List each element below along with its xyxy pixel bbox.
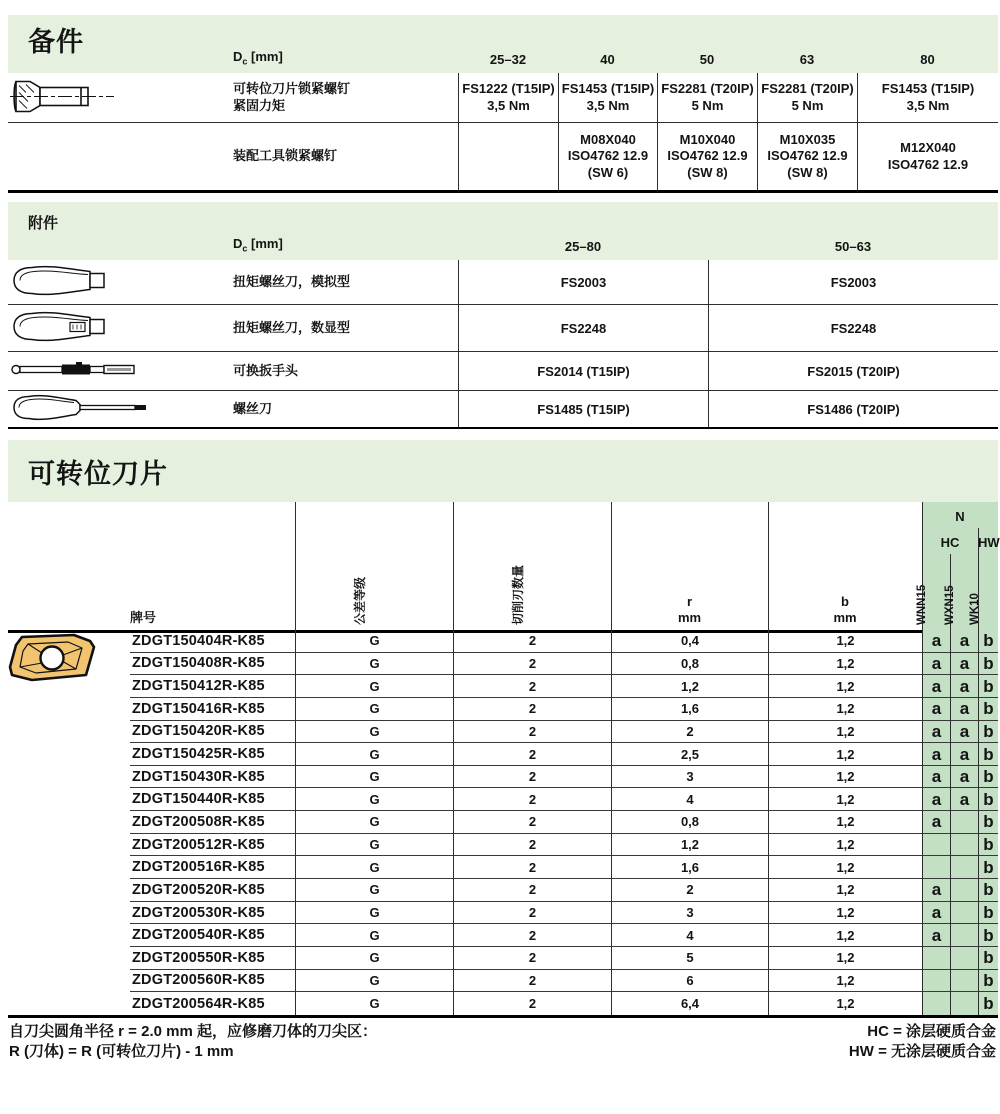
insert-part-number: ZDGT200512R-K85 [130, 834, 295, 857]
tolerance-class-cell: G [295, 879, 453, 902]
tolerance-class-cell: G [295, 630, 453, 653]
insert-part-number: ZDGT150440R-K85 [130, 788, 295, 811]
column-divider [453, 502, 454, 630]
width-b-cell: 1,2 [768, 856, 922, 879]
insert-table-row [8, 811, 998, 834]
table-cell: FS2248 [458, 305, 708, 352]
insert-table-row [8, 834, 998, 857]
grade-wxn15-cell: a [950, 630, 978, 653]
grade-wxn15-cell: a [950, 721, 978, 744]
corner-radius-cell: 3 [611, 766, 768, 789]
insert-part-number: ZDGT150420R-K85 [130, 721, 295, 744]
grade-wk10-cell: b [978, 788, 998, 811]
corner-radius-cell: 6 [611, 970, 768, 993]
grade-wxn15-cell: a [950, 788, 978, 811]
indexable-insert-icon [6, 633, 98, 688]
accessories-title: 附件 [28, 215, 59, 232]
coated-carbide-hc-header: HC [940, 535, 960, 550]
tolerance-class-cell: G [295, 947, 453, 970]
table-row [8, 260, 998, 305]
footnote-line: 自刀尖圆角半径 r = 2.0 mm 起，应修磨刀体的刀尖区： [9, 1023, 377, 1040]
table-cell: M08X040 ISO4762 12.9 (SW 6) [558, 123, 657, 190]
grade-wxn15-cell [950, 811, 978, 834]
tolerance-class-cell: G [295, 698, 453, 721]
insert-part-number: ZDGT150416R-K85 [130, 698, 295, 721]
insert-table-row [8, 856, 998, 879]
tolerance-class-cell: G [295, 653, 453, 676]
insert-part-number: ZDGT200516R-K85 [130, 856, 295, 879]
tolerance-class-cell: G [295, 856, 453, 879]
footnote [9, 1022, 377, 1063]
table-cell: FS1486 (T20IP) [708, 391, 998, 427]
insert-table-row [8, 653, 998, 676]
width-b-cell: 1,2 [768, 992, 922, 1015]
width-b-cell: 1,2 [768, 653, 922, 676]
table-cell: FS2003 [458, 260, 708, 305]
grade-wnn15-cell: a [922, 879, 950, 902]
grade-wxn15-cell [950, 834, 978, 857]
legend-line: HW = 无涂层硬质合金 [848, 1043, 996, 1061]
row-label-cell [8, 305, 458, 352]
tolerance-class-cell: G [295, 743, 453, 766]
column-header: 50 [699, 52, 715, 67]
tolerance-class-cell: G [295, 811, 453, 834]
table-cell: FS1485 (T15IP) [458, 391, 708, 427]
column-header: 80 [920, 52, 935, 67]
column-header: 40 [600, 52, 615, 67]
row-label: 可换扳手头 [233, 362, 299, 378]
table-cell: FS1222 (T15IP) 3,5 Nm [458, 73, 558, 123]
insert-part-number: ZDGT200550R-K85 [130, 947, 295, 970]
tolerance-class-cell: G [295, 924, 453, 947]
table-cell [458, 123, 558, 190]
insert-table-row [8, 675, 998, 698]
insert-table-row [8, 630, 998, 653]
cutting-edges-header: 切削刃数量 [511, 564, 525, 625]
grade-wnn15-header: WNN15 [916, 584, 928, 625]
cutting-edges-cell: 2 [453, 856, 611, 879]
cutting-edges-cell: 2 [453, 879, 611, 902]
row-label: 螺丝刀 [233, 400, 273, 416]
insert-part-number: ZDGT200530R-K85 [130, 902, 295, 925]
table-cell: FS2281 (T20IP) 5 Nm [657, 73, 757, 123]
column-header: 25–32 [489, 52, 527, 67]
insert-image-spacer [8, 924, 130, 947]
grade-wxn15-cell: a [950, 698, 978, 721]
grade-wnn15-cell [922, 947, 950, 970]
grade-wnn15-cell: a [922, 743, 950, 766]
accessories-table [8, 260, 998, 429]
cutting-edges-cell: 2 [453, 630, 611, 653]
cutting-edges-cell: 2 [453, 675, 611, 698]
clamping-screw-icon [10, 77, 120, 118]
screwdriver-icon [10, 393, 150, 426]
insert-image-spacer [8, 992, 130, 1015]
corner-radius-cell: 1,2 [611, 675, 768, 698]
table-cell: M12X040 ISO4762 12.9 [857, 123, 998, 190]
table-cell: FS2248 [708, 305, 998, 352]
grade-wnn15-cell [922, 856, 950, 879]
insert-part-number: ZDGT200564R-K85 [132, 995, 265, 1012]
insert-image-spacer [8, 879, 130, 902]
grade-wnn15-cell: a [922, 788, 950, 811]
grade-wnn15-cell: a [922, 721, 950, 744]
cutting-edges-cell: 2 [453, 788, 611, 811]
spare-parts-title: 备件 [28, 27, 84, 57]
tolerance-class-cell: G [295, 834, 453, 857]
insert-table-row [8, 788, 998, 811]
insert-image-spacer [8, 834, 130, 857]
row-label-cell [8, 123, 458, 190]
insert-image-spacer [8, 970, 130, 993]
table-cell: FS2281 (T20IP) 5 Nm [757, 73, 857, 123]
table-cell: FS2015 (T20IP) [708, 352, 998, 391]
table-row [8, 391, 998, 427]
row-label-cell [8, 73, 458, 123]
table-cell: FS1453 (T15IP) 3,5 Nm [857, 73, 998, 123]
grade-wnn15-cell: a [922, 698, 950, 721]
grade-wk10-cell: b [978, 698, 998, 721]
tolerance-class-cell: G [295, 902, 453, 925]
column-header: 25–80 [564, 239, 602, 254]
width-b-cell: 1,2 [768, 879, 922, 902]
insert-part-number: ZDGT200540R-K85 [130, 924, 295, 947]
grade-wnn15-cell [922, 970, 950, 993]
grade-wk10-cell: b [978, 675, 998, 698]
part-number-header: 牌号 [130, 610, 157, 625]
tolerance-class-cell: G [295, 766, 453, 789]
corner-radius-cell: 1,6 [611, 856, 768, 879]
spare-parts-table [8, 73, 998, 193]
grade-wk10-cell: b [978, 834, 998, 857]
width-b-cell: 1,2 [768, 788, 922, 811]
insert-image-spacer [8, 902, 130, 925]
grade-wnn15-cell: a [922, 766, 950, 789]
cutting-edges-cell: 2 [453, 834, 611, 857]
width-b-cell: 1,2 [768, 721, 922, 744]
corner-radius-header: r mm [677, 593, 702, 625]
grade-wk10-cell: b [978, 924, 998, 947]
grade-wnn15-cell [922, 992, 950, 1015]
inserts-title: 可转位刀片 [28, 459, 168, 489]
insert-image-spacer [8, 721, 130, 744]
grade-wnn15-cell: a [922, 811, 950, 834]
grade-wnn15-cell: a [922, 630, 950, 653]
material-legend [849, 1022, 996, 1063]
tolerance-class-cell: G [295, 675, 453, 698]
cutting-edges-cell: 2 [453, 811, 611, 834]
grade-wxn15-cell [950, 924, 978, 947]
insert-table-row [8, 902, 998, 925]
insert-table-row [8, 698, 998, 721]
insert-part-number: ZDGT200508R-K85 [130, 811, 295, 834]
tolerance-class-cell: G [295, 992, 453, 1015]
row-label-cell [8, 352, 458, 391]
table-cell: M10X040 ISO4762 12.9 (SW 8) [657, 123, 757, 190]
insert-part-number: ZDGT150404R-K85 [130, 630, 295, 653]
grade-wxn15-cell [950, 992, 978, 1015]
grade-wnn15-cell [922, 834, 950, 857]
insert-part-number: ZDGT150412R-K85 [130, 675, 295, 698]
width-b-cell: 1,2 [768, 947, 922, 970]
dc-mm-label: $D_c$ [mm] [233, 236, 283, 254]
corner-radius-cell: 1,2 [611, 834, 768, 857]
width-b-cell: 1,2 [768, 675, 922, 698]
row-label: 扭矩螺丝刀，模拟型 [233, 273, 351, 289]
width-b-cell: 1,2 [768, 902, 922, 925]
grade-wk10-cell: b [978, 992, 998, 1015]
grade-wnn15-cell: a [922, 653, 950, 676]
corner-radius-cell: 5 [611, 947, 768, 970]
insert-table-row [8, 721, 998, 744]
width-b-cell: 1,2 [768, 924, 922, 947]
corner-radius-cell: 2,5 [611, 743, 768, 766]
row-label: 紧固力矩 [233, 97, 286, 113]
width-b-cell: 1,2 [768, 834, 922, 857]
insert-table-row [8, 879, 998, 902]
insert-table-row [8, 924, 998, 947]
grade-wxn15-cell: a [950, 743, 978, 766]
row-label-cell [8, 391, 458, 427]
table-cell: FS1453 (T15IP) 3,5 Nm [558, 73, 657, 123]
grade-wk10-cell: b [978, 743, 998, 766]
insert-table-row [8, 766, 998, 789]
width-b-cell: 1,2 [768, 811, 922, 834]
grade-wxn15-cell [950, 947, 978, 970]
width-b-cell: 1,2 [768, 970, 922, 993]
width-b-cell: 1,2 [768, 630, 922, 653]
table-cell: FS2003 [708, 260, 998, 305]
insert-image-spacer [8, 811, 130, 834]
grade-wxn15-header: WXN15 [944, 585, 956, 625]
grade-wnn15-cell: a [922, 924, 950, 947]
insert-image-spacer [8, 698, 130, 721]
corner-radius-cell: 0,4 [611, 630, 768, 653]
corner-radius-cell: 2 [611, 879, 768, 902]
cutting-edges-cell: 2 [453, 992, 611, 1015]
cutting-edges-cell: 2 [453, 924, 611, 947]
table-cell: FS2014 (T15IP) [458, 352, 708, 391]
row-label: 装配工具锁紧螺钉 [233, 148, 338, 164]
row-label-cell [8, 260, 458, 305]
spare-parts-header-band [8, 15, 998, 73]
corner-radius-cell: 6,4 [611, 992, 768, 1015]
corner-radius-cell: 3 [611, 902, 768, 925]
grade-wxn15-cell [950, 856, 978, 879]
inserts-table-body [8, 630, 998, 1018]
grade-wk10-cell: b [978, 947, 998, 970]
insert-part-number: ZDGT200520R-K85 [130, 879, 295, 902]
grade-wxn15-cell: a [950, 653, 978, 676]
tolerance-class-header: 公差等级 [353, 576, 367, 625]
accessories-header-band [8, 202, 998, 260]
grade-wxn15-cell: a [950, 766, 978, 789]
width-b-cell: 1,2 [768, 698, 922, 721]
tolerance-class-cell: G [295, 721, 453, 744]
grade-wk10-cell: b [978, 721, 998, 744]
cutting-edges-cell: 2 [453, 653, 611, 676]
grade-wk10-header: WK10 [969, 593, 981, 625]
grade-wxn15-cell [950, 879, 978, 902]
corner-radius-cell: 4 [611, 788, 768, 811]
corner-radius-cell: 1,6 [611, 698, 768, 721]
legend-line: HC = 涂层硬质合金 [867, 1023, 996, 1040]
material-group-n-header: N [955, 509, 965, 524]
grade-wk10-cell: b [978, 902, 998, 925]
dc-mm-label: $D_c$ [mm] [233, 49, 283, 67]
insert-table-row [8, 992, 998, 1015]
insert-image-spacer [8, 856, 130, 879]
grade-wxn15-cell [950, 902, 978, 925]
inserts-header-band [8, 440, 998, 502]
table-row [8, 352, 998, 391]
corner-radius-cell: 0,8 [611, 811, 768, 834]
table-row [8, 123, 998, 190]
grade-wxn15-cell: a [950, 675, 978, 698]
cutting-edges-cell: 2 [453, 698, 611, 721]
table-row [8, 73, 998, 123]
grade-wk10-cell: b [978, 970, 998, 993]
column-header: 50–63 [834, 239, 872, 254]
grade-wk10-cell: b [978, 856, 998, 879]
column-divider [295, 502, 296, 630]
insert-part-number: ZDGT150408R-K85 [130, 653, 295, 676]
grade-wnn15-cell: a [922, 902, 950, 925]
insert-image-spacer [8, 766, 130, 789]
insert-part-number: ZDGT150430R-K85 [130, 766, 295, 789]
column-header: 63 [799, 52, 815, 67]
cutting-edges-cell: 2 [453, 766, 611, 789]
torque-screwdriver-analog-icon [10, 263, 110, 302]
insert-image-spacer [8, 788, 130, 811]
grade-wk10-cell: b [978, 879, 998, 902]
tolerance-class-cell: G [295, 970, 453, 993]
grade-wk10-cell: b [978, 630, 998, 653]
inserts-table-header [8, 502, 998, 633]
insert-image-spacer [8, 743, 130, 766]
cutting-edges-cell: 2 [453, 970, 611, 993]
corner-radius-cell: 4 [611, 924, 768, 947]
width-b-cell: 1,2 [768, 743, 922, 766]
table-cell: M10X035 ISO4762 12.9 (SW 8) [757, 123, 857, 190]
insert-part-number: ZDGT150425R-K85 [130, 743, 295, 766]
row-label: 扭矩螺丝刀，数显型 [233, 319, 351, 335]
grade-wk10-cell: b [978, 653, 998, 676]
cutting-edges-cell: 2 [453, 947, 611, 970]
cutting-edges-cell: 2 [453, 743, 611, 766]
row-label: 可转位刀片锁紧螺钉 [233, 81, 351, 97]
footnote-line: R (刀体) = R (可转位刀片) - 1 mm [9, 1043, 234, 1061]
uncoated-carbide-hw-header: HW [978, 535, 1000, 550]
tolerance-class-cell: G [295, 788, 453, 811]
table-row [8, 305, 998, 352]
corner-radius-cell: 2 [611, 721, 768, 744]
insert-table-row [8, 970, 998, 993]
grade-wk10-cell: b [978, 811, 998, 834]
insert-part-number: ZDGT200560R-K85 [130, 970, 295, 993]
cutting-edges-cell: 2 [453, 902, 611, 925]
cutting-edges-cell: 2 [453, 721, 611, 744]
width-b-header: b mm [833, 593, 857, 625]
grade-wnn15-cell: a [922, 675, 950, 698]
corner-radius-cell: 0,8 [611, 653, 768, 676]
grade-wk10-cell: b [978, 766, 998, 789]
grade-wxn15-cell [950, 970, 978, 993]
insert-image-spacer [8, 947, 130, 970]
torque-screwdriver-digital-icon [10, 309, 110, 348]
wrench-bit-icon [10, 360, 136, 383]
width-b-cell: 1,2 [768, 766, 922, 789]
insert-table-row [8, 743, 998, 766]
insert-table-row [8, 947, 998, 970]
